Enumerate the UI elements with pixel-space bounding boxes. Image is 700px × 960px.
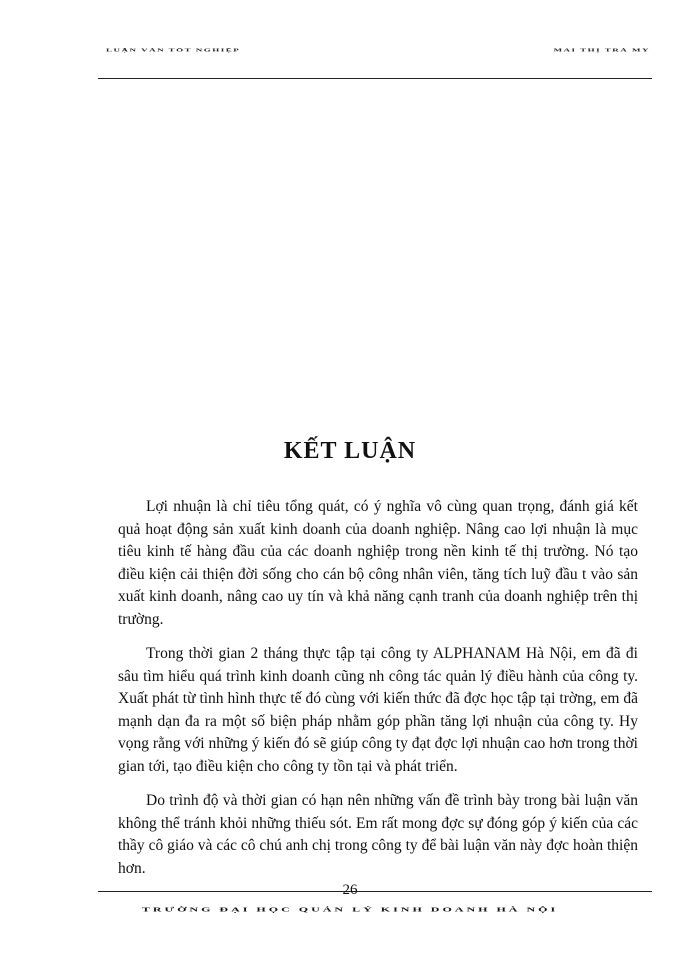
running-header-right: MAI THỊ TRÀ MY [553,48,650,53]
paragraph-1: Lợi nhuận là chỉ tiêu tổng quát, có ý nghĩa vô cùng quan trọng, đánh giá kết quả hoạt động sản xuất kinh doanh của doanh nghiệp. Nâng cao lợi nhuận là mục tiêu kinh tế hàng đầu của các doanh nghiệp trong nền kinh tế thị trường. Nó tạo điều kiện cải thiện đời sống cho cán bộ công nhân viên, tăng tích luỹ đầu t vào sản xuất kinh doanh, nâng cao uy tín và khả năng cạnh tranh của doanh nghiệp trên thị trường. [118,498,638,628]
paragraph-3: Do trình độ và thời gian có hạn nên những vấn đề trình bày trong bài luận văn không thể tránh khỏi những thiếu sót. Em rất mong đợc sự đóng góp ý kiến của các thầy cô giáo và các cô chú anh chị trong công ty để bài luận văn này đợc hoàn thiện hơn. [118,792,638,877]
body-text [118,496,638,892]
page-title: KẾT LUẬN [283,438,417,464]
header-divider [98,78,652,79]
running-header-left: LUẬN VĂN TỐT NGHIỆP [106,48,241,53]
running-footer: TRƯỜNG ĐẠI HỌC QUẢN LÝ KINH DOANH HÀ NỘI [141,906,559,913]
page-number: 26 [342,882,358,898]
paragraph-2: Trong thời gian 2 tháng thực tập tại công ty ALPHANAM Hà Nội, em đã đi sâu tìm hiểu quá trình kinh doanh cũng nh công tác quản lý điều hành của công ty. Xuất phát từ tình hình thực tế đó cùng với kiến thức đã đợc học tập tại trờng, em đã mạnh dạn đa ra một số biện pháp nhằm góp phần tăng lợi nhuận của công ty. Hy vọng rằng với những ý kiến đó sẽ giúp công ty đạt đợc lợi nhuận cao hơn trong thời gian tới, tạo điều kiện cho công ty tồn tại và phát triển. [118,645,638,775]
